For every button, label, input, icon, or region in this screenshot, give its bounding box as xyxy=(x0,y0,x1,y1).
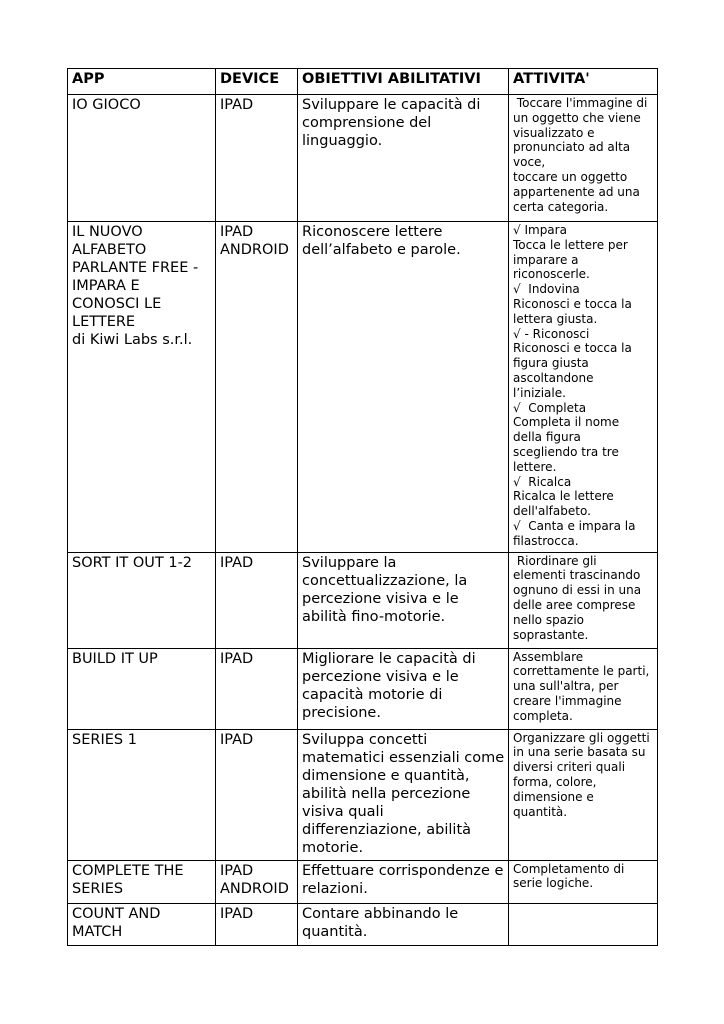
table-body xyxy=(68,95,658,946)
cell-line: √ Completa xyxy=(513,400,587,415)
table-row xyxy=(68,860,658,903)
cell-line: √ Indovina xyxy=(513,282,580,297)
cell-app xyxy=(68,95,216,222)
cell-app xyxy=(68,552,216,648)
cell-line: abilità nella percezione xyxy=(302,785,471,802)
cell-line: BUILD IT UP xyxy=(72,650,158,667)
cell-line: Migliorare le capacità di xyxy=(302,650,476,667)
cell-line: Riordinare gli xyxy=(513,553,597,568)
cell-attivita xyxy=(509,903,658,945)
cell-line: MATCH xyxy=(72,923,123,940)
cell-obiettivi xyxy=(298,903,509,945)
cell-attivita xyxy=(509,552,658,648)
cell-line: diversi criteri quali xyxy=(513,760,626,775)
cell-line: IPAD xyxy=(220,650,254,667)
cell-line: visualizzato e xyxy=(513,125,595,140)
cell-line: Completa il nome xyxy=(513,415,620,430)
cell-line: √ Ricalca xyxy=(513,474,572,489)
cell-obiettivi xyxy=(298,729,509,860)
cell-line: IPAD xyxy=(220,862,254,879)
cell-line: lettere. xyxy=(513,459,557,474)
cell-obiettivi xyxy=(298,552,509,648)
cell-line: voce, xyxy=(513,155,546,170)
cell-line: Riconosci e tocca la xyxy=(513,341,632,356)
cell-line: nello spazio xyxy=(513,612,585,627)
cell-line: scegliendo tra tre xyxy=(513,444,619,459)
cell-line: dimensione e xyxy=(513,789,594,804)
cell-device xyxy=(216,729,298,860)
cell-line: dell'alfabeto. xyxy=(513,504,591,519)
cell-line: IPAD xyxy=(220,731,254,748)
cell-line: comprensione del xyxy=(302,115,432,131)
cell-line: COUNT AND xyxy=(72,905,161,922)
cell-line: ANDROID xyxy=(220,242,289,258)
cell-line: della figura xyxy=(513,430,581,445)
cell-line: IPAD xyxy=(220,554,254,571)
cell-line: √ Impara xyxy=(513,223,567,237)
cell-line: IPAD xyxy=(220,905,254,922)
cell-obiettivi xyxy=(298,222,509,553)
cell-line: Contare abbinando le xyxy=(302,905,459,922)
cell-line: elementi trascinando xyxy=(513,568,641,583)
cell-line: precisione. xyxy=(302,704,381,721)
cell-app xyxy=(68,222,216,553)
cell-line: IO GIOCO xyxy=(72,97,141,113)
cell-line: una sull'altra, per xyxy=(513,679,619,694)
cell-attivita xyxy=(509,95,658,222)
cell-line: concettualizzazione, la xyxy=(302,572,468,589)
cell-line: PARLANTE FREE - xyxy=(72,260,199,276)
apps-table xyxy=(67,68,658,946)
cell-line: percezione visiva e le xyxy=(302,668,459,685)
cell-line: Sviluppare la xyxy=(302,554,397,571)
cell-line: serie logiche. xyxy=(513,876,594,891)
cell-attivita xyxy=(509,648,658,729)
cell-line: IPAD xyxy=(220,224,254,240)
cell-line: SORT IT OUT 1-2 xyxy=(72,554,193,571)
cell-line: filastrocca. xyxy=(513,533,579,548)
cell-line: completa. xyxy=(513,708,573,723)
cell-device xyxy=(216,95,298,222)
cell-line: di Kiwi Labs s.r.l. xyxy=(72,332,193,348)
cell-device xyxy=(216,552,298,648)
cell-line: differenziazione, abilità xyxy=(302,821,472,838)
cell-line: ANDROID xyxy=(220,880,289,897)
table-row xyxy=(68,222,658,553)
table-row xyxy=(68,95,658,222)
cell-line: quantità. xyxy=(302,923,368,940)
cell-line: delle aree comprese xyxy=(513,597,636,612)
cell-line: toccare un oggetto xyxy=(513,169,628,184)
cell-line: soprastante. xyxy=(513,627,589,642)
cell-line: dimensione e quantità, xyxy=(302,767,470,784)
cell-line: visiva quali xyxy=(302,803,384,820)
cell-line: SERIES 1 xyxy=(72,731,137,748)
cell-line: abilità fino-motorie. xyxy=(302,608,446,625)
cell-line: percezione visiva e le xyxy=(302,590,459,607)
cell-line: IL NUOVO xyxy=(72,224,143,240)
cell-line: matematici essenziali come xyxy=(302,749,505,766)
cell-app xyxy=(68,860,216,903)
cell-line: figura giusta xyxy=(513,356,589,371)
cell-line: Organizzare gli oggetti xyxy=(513,730,650,745)
cell-app xyxy=(68,903,216,945)
cell-line: CONOSCI LE xyxy=(72,296,162,312)
cell-line: ALFABETO xyxy=(72,242,147,258)
table-row xyxy=(68,729,658,860)
cell-obiettivi xyxy=(298,860,509,903)
cell-obiettivi xyxy=(298,95,509,222)
cell-line: SERIES xyxy=(72,880,124,897)
cell-attivita xyxy=(509,860,658,903)
cell-obiettivi xyxy=(298,648,509,729)
cell-device xyxy=(216,860,298,903)
cell-line: l’iniziale. xyxy=(513,385,566,400)
cell-line: appartenente ad una xyxy=(513,184,640,199)
cell-line: ognuno di essi in una xyxy=(513,583,642,598)
cell-line: imparare a xyxy=(513,252,579,267)
cell-attivita xyxy=(509,729,658,860)
cell-line: un oggetto che viene xyxy=(513,110,641,125)
cell-line: ascoltandone xyxy=(513,370,594,385)
cell-line: √ - Riconosci xyxy=(513,326,590,341)
cell-line: Sviluppa concetti xyxy=(302,731,428,748)
cell-line: linguaggio. xyxy=(302,133,383,149)
cell-line: certa categoria. xyxy=(513,199,609,214)
cell-line: capacità motorie di xyxy=(302,686,443,703)
cell-line: Completamento di xyxy=(513,861,625,876)
cell-line: Ricalca le lettere xyxy=(513,489,614,504)
cell-line: Toccare l'immagine di xyxy=(513,96,648,110)
cell-line: lettera giusta. xyxy=(513,311,598,326)
cell-line: Effettuare corrispondenze e xyxy=(302,862,504,879)
cell-line: quantità. xyxy=(513,804,568,819)
table-row xyxy=(68,648,658,729)
cell-line: IMPARA E xyxy=(72,278,140,294)
cell-line: dell’alfabeto e parole. xyxy=(302,242,461,258)
cell-line: creare l'immagine xyxy=(513,693,622,708)
cell-line: motorie. xyxy=(302,839,364,856)
header-app: APP xyxy=(68,69,216,95)
table-header-row xyxy=(68,69,658,95)
cell-app xyxy=(68,729,216,860)
header-device: DEVICE xyxy=(216,69,298,95)
cell-line: Assemblare xyxy=(513,649,584,664)
header-attivita: ATTIVITA' xyxy=(509,69,658,95)
cell-line: COMPLETE THE xyxy=(72,862,184,879)
cell-line: LETTERE xyxy=(72,314,136,330)
cell-line: correttamente le parti, xyxy=(513,664,650,679)
cell-line: Tocca le lettere per xyxy=(513,237,628,252)
cell-line: √ Canta e impara la xyxy=(513,518,636,533)
cell-app xyxy=(68,648,216,729)
cell-device xyxy=(216,648,298,729)
cell-line: pronunciato ad alta xyxy=(513,140,631,155)
cell-line: relazioni. xyxy=(302,880,368,897)
cell-device xyxy=(216,903,298,945)
header-obiettivi: OBIETTIVI ABILITATIVI xyxy=(298,69,509,95)
cell-line: Riconosci e tocca la xyxy=(513,296,632,311)
cell-line: forma, colore, xyxy=(513,774,597,789)
cell-line: Sviluppare le capacità di xyxy=(302,97,481,113)
table-row xyxy=(68,552,658,648)
cell-line: IPAD xyxy=(220,97,254,113)
cell-line: riconoscerle. xyxy=(513,267,590,282)
cell-line: in una serie basata su xyxy=(513,745,646,760)
cell-attivita xyxy=(509,222,658,553)
cell-device xyxy=(216,222,298,553)
table-row xyxy=(68,903,658,945)
cell-line: Riconoscere lettere xyxy=(302,224,443,240)
